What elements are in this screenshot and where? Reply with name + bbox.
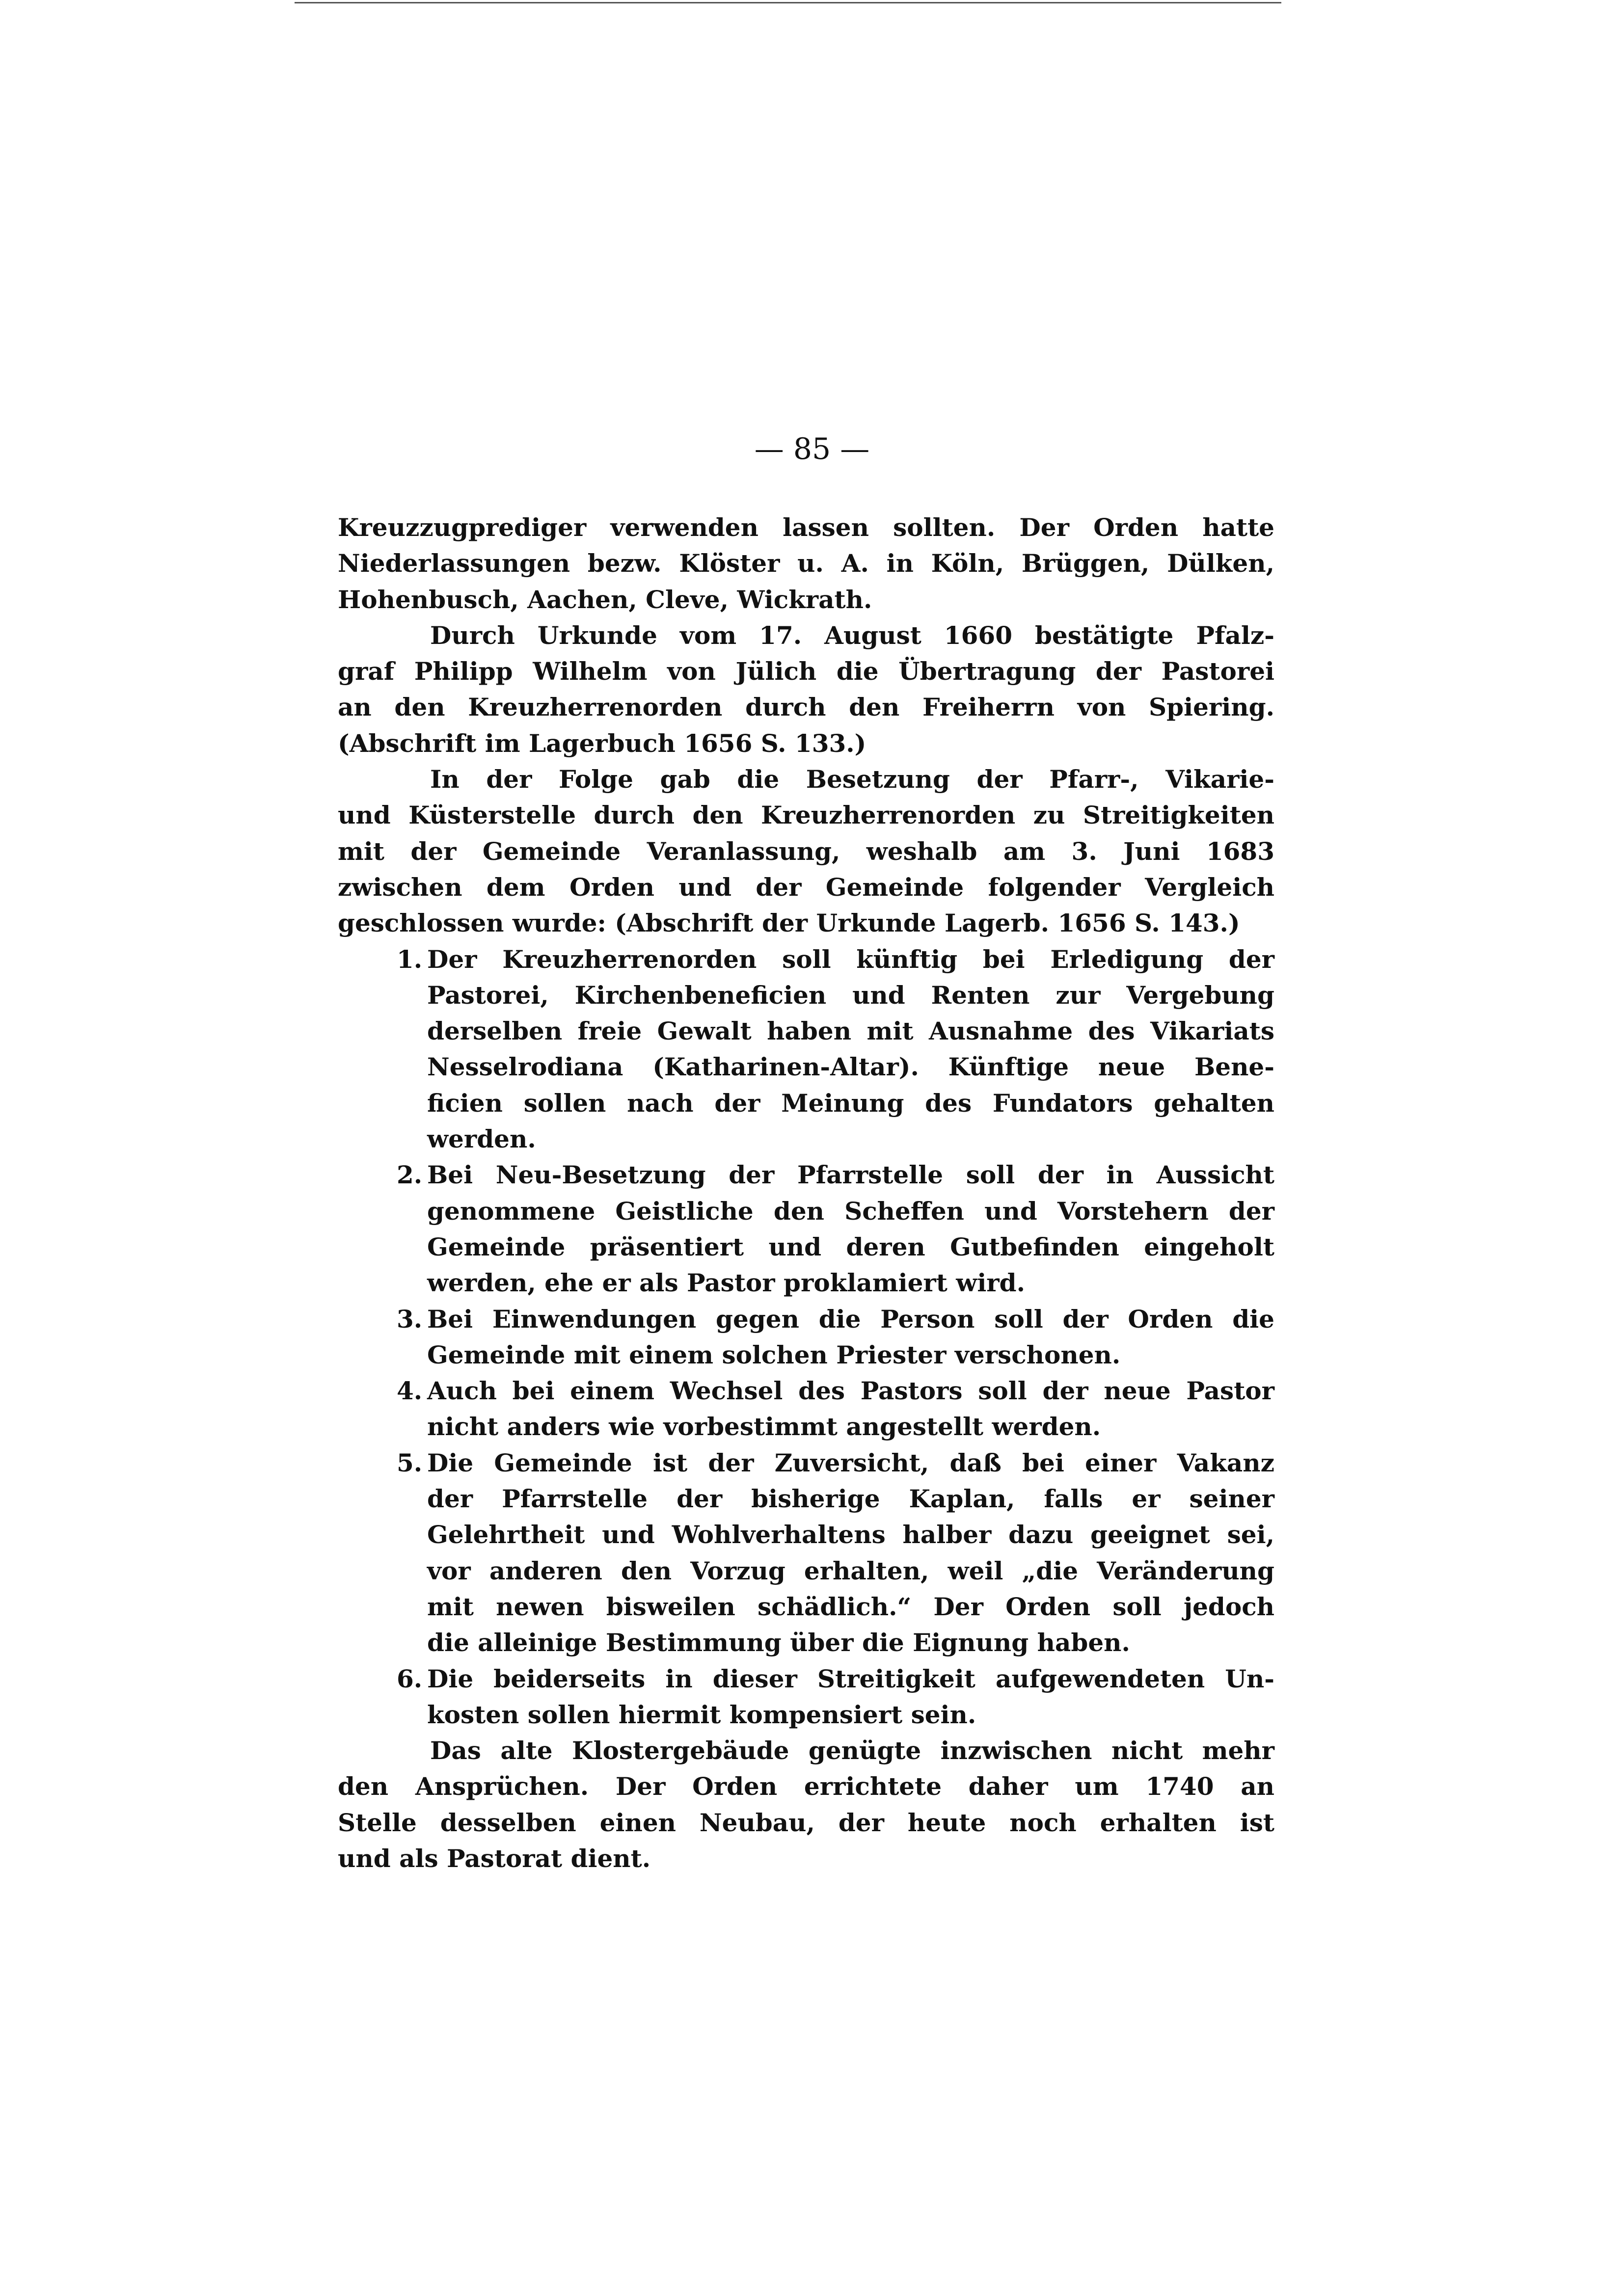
list-item-number: 4. [397,1376,423,1406]
text-line: In der Folge gab die Besetzung der Pfarr-, Vikarie- [430,765,1274,794]
top-border-line [295,2,1281,3]
body-text [338,509,1274,1876]
list-item-number: 6. [397,1664,423,1693]
text-line: graf Philipp Wilhelm von Jülich die Übertragung der Pastorei [338,657,1274,686]
paragraph [338,617,1274,761]
text-line: Gemeinde mit einem solchen Priester verschonen. [427,1340,1121,1369]
text-line: Die beiderseits in dieser Streitigkeit aufgewendeten Un- [427,1664,1274,1693]
list-item [338,1661,1274,1733]
text-line: derselben freie Gewalt haben mit Ausnahme des Vikariats [427,1016,1274,1046]
text-line: Gemeinde präsentiert und deren Gutbefinden eingeholt [427,1232,1274,1261]
text-line: und als Pastorat dient. [338,1843,651,1873]
text-line: Pastorei, Kirchenbeneficien und Renten zur Vergebung [427,980,1274,1010]
list-item [338,1373,1274,1445]
text-line: der Pfarrstelle der bisherige Kaplan, falls er seiner [427,1484,1274,1514]
text-line: Bei Neu-Besetzung der Pfarrstelle soll der in Aussicht [427,1160,1274,1190]
text-line: (Abschrift im Lagerbuch 1656 S. 133.) [338,728,866,758]
text-line: genommene Geistliche den Scheffen und Vorstehern der [427,1196,1274,1226]
paragraph [338,509,1274,617]
list-item [338,1301,1274,1373]
text-line: Auch bei einem Wechsel des Pastors soll der neue Pastor [427,1376,1274,1406]
paragraph [338,761,1274,941]
text-line: nicht anders wie vorbestimmt angestellt werden. [427,1412,1101,1442]
text-line: den Ansprüchen. Der Orden errichtete daher um 1740 an [338,1772,1274,1801]
text-line: ficien sollen nach der Meinung des Fundators gehalten [427,1088,1274,1118]
text-line: Niederlassungen bezw. Klöster u. A. in Köln, Brüggen, Dülken, [338,549,1274,578]
list-item [338,1445,1274,1661]
text-line: Durch Urkunde vom 17. August 1660 bestätigte Pfalz- [430,620,1274,650]
list-item-number: 5. [397,1448,423,1477]
text-line: Der Kreuzherrenorden soll künftig bei Erledigung der [427,944,1274,974]
list-item-number: 2. [397,1160,423,1190]
paragraph [338,1733,1274,1876]
text-line: die alleinige Bestimmung über die Eignung haben. [427,1628,1130,1657]
page-number: — 85 — [754,432,870,466]
text-line: Kreuzzugprediger verwenden lassen sollten. Der Orden hatte [338,513,1274,542]
list-item-number: 1. [397,944,423,974]
text-line: und Küsterstelle durch den Kreuzherrenorden zu Streitigkeiten [338,801,1274,830]
text-line: an den Kreuzherrenorden durch den Freiherrn von Spiering. [338,693,1274,722]
list-item-number: 3. [397,1304,423,1334]
text-line: kosten sollen hiermit kompensiert sein. [427,1700,976,1729]
text-line: Nesselrodiana (Katharinen-Altar). Künftige neue Bene- [427,1052,1274,1082]
text-line: Hohenbusch, Aachen, Cleve, Wickrath. [338,585,872,614]
text-line: mit newen bisweilen schädlich.“ Der Orden soll jedoch [427,1592,1274,1621]
text-line: Das alte Klostergebäude genügte inzwischen nicht mehr [430,1736,1274,1765]
text-line: Bei Einwendungen gegen die Person soll der Orden die [427,1304,1274,1334]
text-line: geschlossen wurde: (Abschrift der Urkunde Lagerb. 1656 S. 143.) [338,908,1240,938]
text-line: mit der Gemeinde Veranlassung, weshalb am 3. Juni 1683 [338,836,1274,866]
text-line: werden, ehe er als Pastor proklamiert wird. [427,1268,1026,1298]
text-line: Die Gemeinde ist der Zuversicht, daß bei einer Vakanz [427,1448,1274,1477]
text-line: Stelle desselben einen Neubau, der heute noch erhalten ist [338,1808,1274,1837]
text-line: zwischen dem Orden und der Gemeinde folgender Vergleich [338,872,1274,902]
text-line: werden. [427,1124,536,1154]
text-line: Gelehrtheit und Wohlverhaltens halber dazu geeignet sei, [427,1520,1274,1549]
text-line: vor anderen den Vorzug erhalten, weil „die Veränderung [427,1556,1274,1585]
list-item [338,1157,1274,1301]
list-item [338,941,1274,1157]
